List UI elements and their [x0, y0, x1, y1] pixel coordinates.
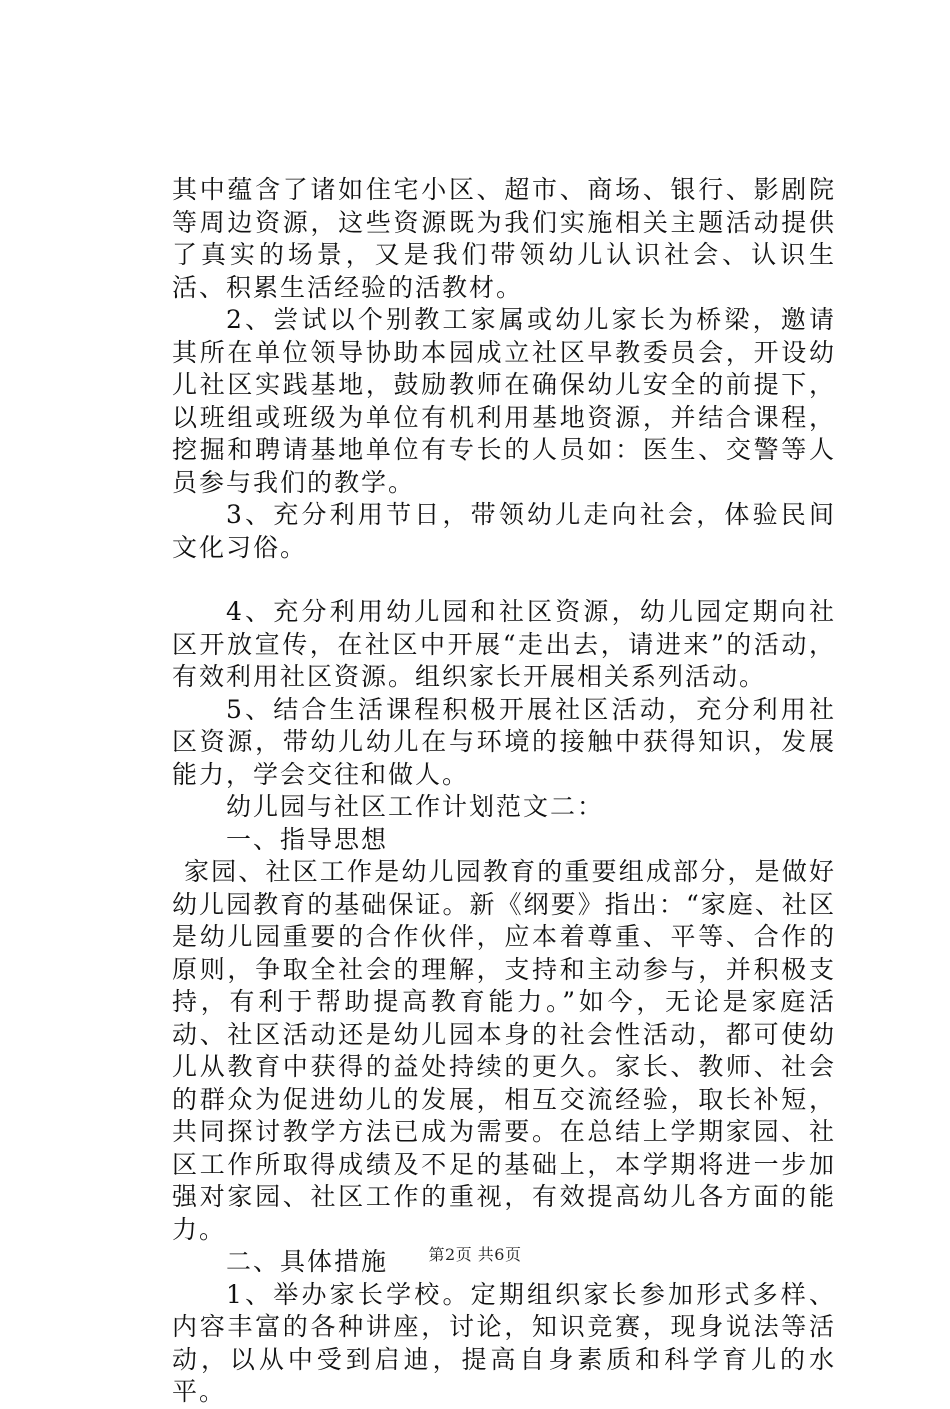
paragraph-item-5: 5、结合生活课程积极开展社区活动，充分利用社区资源，带幼儿幼儿在与环境的接触中获得知识，发展能力，学会交往和做人。	[172, 694, 836, 789]
paragraph-guiding-ideology: 家园、社区工作是幼儿园教育的重要组成部分，是做好幼儿园教育的基础保证。新《纲要》指出：“家庭、社区是幼儿园重要的合作伙伴，应本着尊重、平等、合作的原则，争取全社会的理解，支持和主动参与，并积极支持，有利于帮助提高教育能力。”如今，无论是家庭活动、社区活动还是幼儿园本身的社会性活动，都可使幼儿从教育中获得的益处持续的更久。家长、教师、社会的群众为促进幼儿的发展，相互交流经验，取长补短，共同探讨教学方法已成为需要。在总结上学期家园、社区工作所取得成绩及不足的基础上，本学期将进一步加强对家园、社区工作的重视，有效提高幼儿各方面的能力。	[172, 857, 836, 1244]
paragraph-measure-1: 1、举办家长学校。定期组织家长参加形式多样、内容丰富的各种讲座，讨论，知识竞赛，现身说法等活动，以从中受到启迪，提高自身素质和科学育儿的水平。	[172, 1279, 836, 1406]
document-body	[172, 174, 836, 1409]
paragraph-item-2: 2、尝试以个别教工家属或幼儿家长为桥梁，邀请其所在单位领导协助本园成立社区早教委员会，开设幼儿社区实践基地，鼓励教师在确保幼儿安全的前提下，以班组或班级为单位有机利用基地资源，并结合课程，挖掘和聘请基地单位有专长的人员如：医生、交警等人员参与我们的教学。	[172, 305, 836, 497]
heading-specific-measures: 二、具体措施	[226, 1247, 389, 1276]
blank-line	[172, 564, 836, 596]
paragraph-item-4: 4、充分利用幼儿园和社区资源，幼儿园定期向社区开放宣传，在社区中开展“走出去，请进来”的活动，有效利用社区资源。组织家长开展相关系列活动。	[172, 597, 836, 691]
paragraph-item-3: 3、充分利用节日，带领幼儿走向社会，体验民间文化习俗。	[172, 500, 836, 562]
heading-guiding-ideology: 一、指导思想	[226, 824, 389, 854]
section-title-sample-two: 幼儿园与社区工作计划范文二：	[226, 792, 605, 821]
paragraph-continued: 其中蕴含了诸如住宅小区、超市、商场、银行、影剧院等周边资源，这些资源既为我们实施相关主题活动提供了真实的场景，又是我们带领幼儿认识社会、认识生活、积累生活经验的活教材。	[172, 175, 836, 302]
page-number-footer: 第2页 共6页	[428, 1245, 522, 1264]
